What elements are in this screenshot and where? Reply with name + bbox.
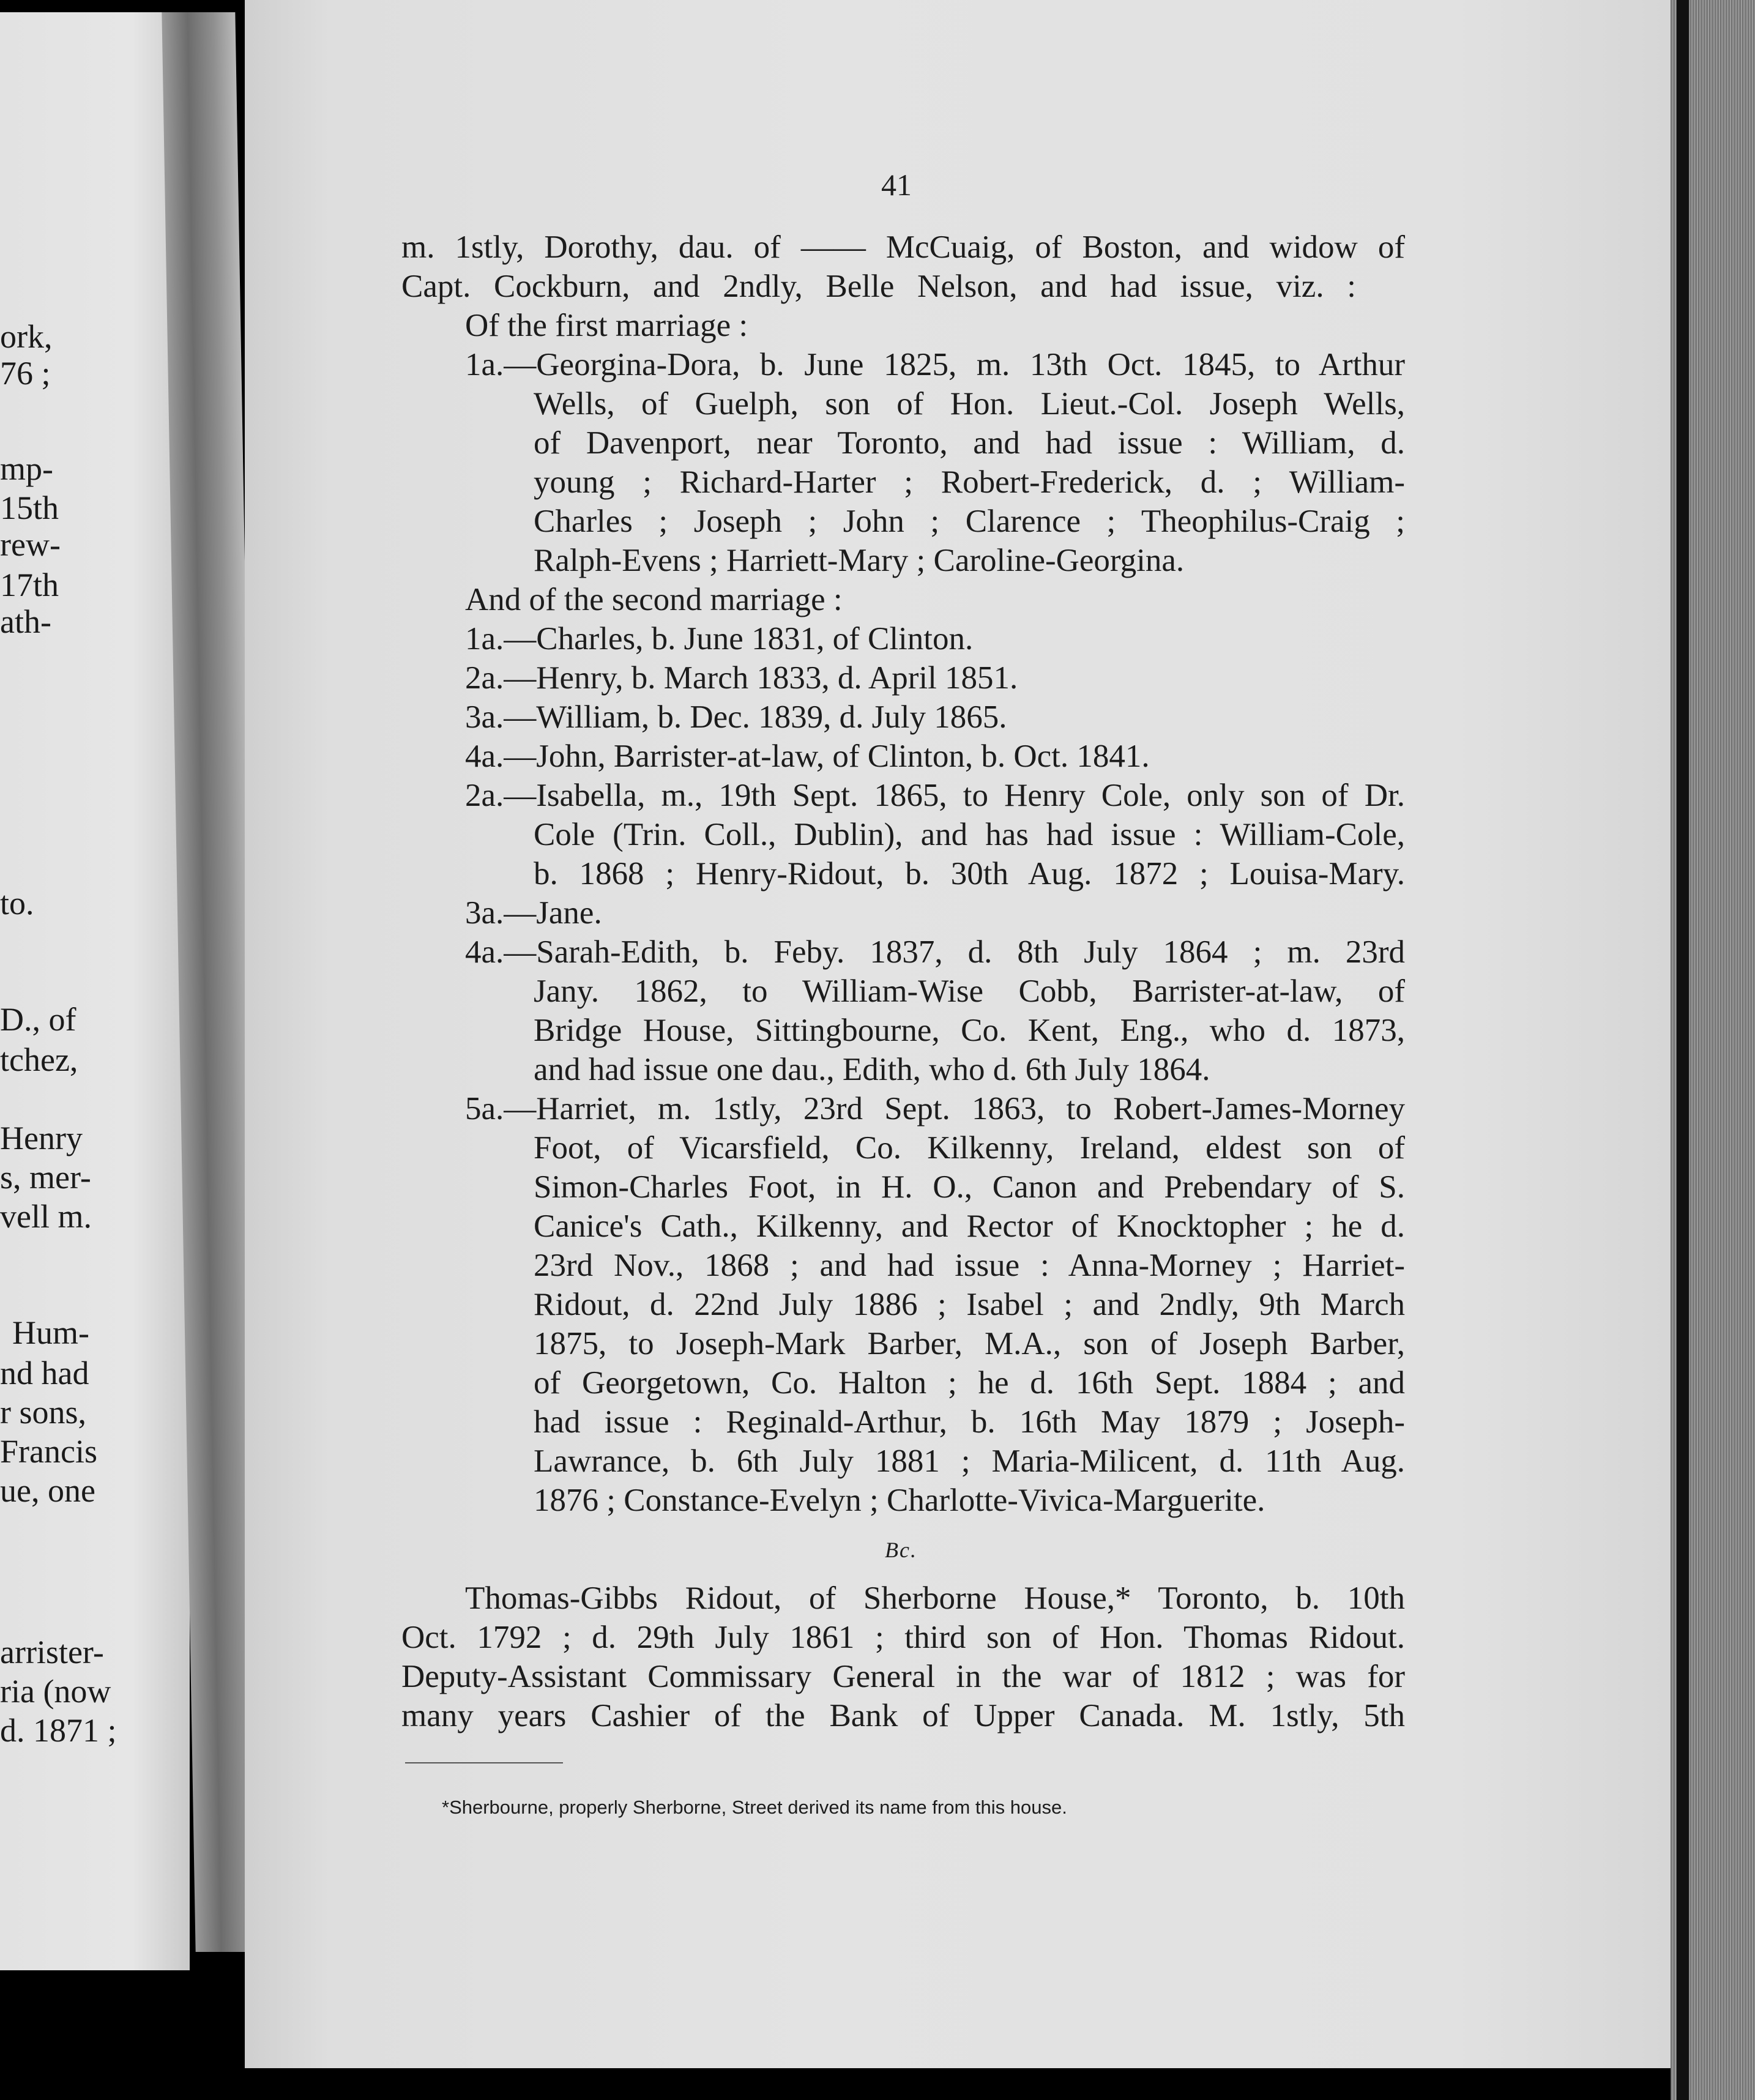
text-line: 23rd Nov., 1868 ; and had issue : Anna-Morney ; Harriet- (534, 1248, 1405, 1283)
text-line: Thomas-Gibbs Ridout, of Sherborne House,* Toronto, b. 10th (465, 1581, 1405, 1616)
text-line: m. 1stly, Dorothy, dau. of —— McCuaig, of Boston, and widow of (401, 229, 1405, 265)
left-fragment: ath- (0, 603, 51, 640)
text-line: 1875, to Joseph-Mark Barber, M.A., son of Joseph Barber, (534, 1326, 1405, 1361)
text-line: Lawrance, b. 6th July 1881 ; Maria-Milicent, d. 11th Aug. (534, 1443, 1405, 1479)
list-item: 2a.—Isabella, m., 19th Sept. 1865, to Henry Cole, only son of Dr. (465, 778, 1405, 813)
text-line: And of the second marriage : (465, 582, 843, 617)
left-facing-page (0, 12, 190, 1970)
text-line: Ridout, d. 22nd July 1886 ; Isabel ; and 2ndly, 9th March (534, 1287, 1405, 1322)
left-fragment: s, mer- (0, 1159, 91, 1196)
page-number: 41 (881, 168, 912, 202)
list-item: 4a.—Sarah-Edith, b. Feby. 1837, d. 8th July 1864 ; m. 23rd (465, 934, 1405, 970)
list-item: 1a.—Charles, b. June 1831, of Clinton. (465, 621, 974, 657)
list-item: 1a.—Georgina-Dora, b. June 1825, m. 13th Oct. 1845, to Arthur (465, 347, 1405, 382)
binding-shadow (1677, 0, 1689, 2100)
list-item: 5a.—Harriet, m. 1stly, 23rd Sept. 1863, to Robert-James-Morney (465, 1091, 1405, 1126)
left-fragment: tchez, (0, 1041, 78, 1078)
left-fragment: r sons, (0, 1394, 87, 1431)
text-line: Charles ; Joseph ; John ; Clarence ; Theophilus-Craig ; (534, 504, 1405, 539)
left-fragment: 15th (0, 490, 59, 526)
text-line: of Davenport, near Toronto, and had issue : William, d. (534, 425, 1405, 461)
text-line: and had issue one dau., Edith, who d. 6th July 1864. (534, 1052, 1210, 1087)
left-fragment: 17th (0, 567, 59, 603)
left-fragment: 76 ; (0, 355, 51, 392)
text-line: Canice's Cath., Kilkenny, and Rector of Knocktopher ; he d. (534, 1208, 1405, 1244)
text-line: Oct. 1792 ; d. 29th July 1861 ; third son of Hon. Thomas Ridout. (401, 1620, 1405, 1655)
text-line: b. 1868 ; Henry-Ridout, b. 30th Aug. 1872 ; Louisa-Mary. (534, 856, 1405, 892)
text-line: of Georgetown, Co. Halton ; he d. 16th Sept. 1884 ; and (534, 1365, 1405, 1401)
left-fragment: ork, (0, 318, 53, 355)
text-line: 1876 ; Constance-Evelyn ; Charlotte-Vivica-Marguerite. (534, 1483, 1265, 1518)
left-fragment: mp- (0, 450, 53, 487)
left-fragment: ue, one (0, 1472, 95, 1509)
text-line: Of the first marriage : (465, 308, 748, 343)
section-mark: Bc. (885, 1538, 917, 1562)
left-fragment: rew- (0, 526, 61, 563)
text-line: Foot, of Vicarsfield, Co. Kilkenny, Ireland, eldest son of (534, 1130, 1405, 1166)
left-fragment: ria (now (0, 1673, 111, 1710)
text-line: Ralph-Evens ; Harriett-Mary ; Caroline-Georgina. (534, 543, 1185, 578)
text-line: had issue : Reginald-Arthur, b. 16th May 1879 ; Joseph- (534, 1404, 1405, 1440)
left-fragment: nd had (0, 1355, 89, 1391)
text-line: Deputy-Assistant Commissary General in the war of 1812 ; was for (401, 1659, 1405, 1694)
text-line: Cole (Trin. Coll., Dublin), and has had issue : William-Cole, (534, 817, 1405, 852)
list-item: 3a.—Jane. (465, 895, 602, 931)
text-line: many years Cashier of the Bank of Upper Canada. M. 1stly, 5th (401, 1698, 1405, 1733)
text-line: young ; Richard-Harter ; Robert-Frederick, d. ; William- (534, 464, 1405, 500)
footnote-rule (405, 1762, 563, 1763)
left-fragment: d. 1871 ; (0, 1712, 117, 1749)
left-fragment: Francis (0, 1433, 97, 1470)
left-fragment: D., of (0, 1001, 76, 1038)
text-line: Bridge House, Sittingbourne, Co. Kent, Eng., who d. 1873, (534, 1013, 1405, 1048)
list-item: 3a.—William, b. Dec. 1839, d. July 1865. (465, 699, 1007, 735)
left-fragment: arrister- (0, 1634, 104, 1670)
left-fragment: to. (0, 885, 34, 922)
left-fragment: vell m. (0, 1198, 92, 1235)
text-line: Simon-Charles Foot, in H. O., Canon and Prebendary of S. (534, 1169, 1405, 1205)
footnote: *Sherbourne, properly Sherborne, Street derived its name from this house. (442, 1797, 1067, 1818)
left-fragment: Hum- (12, 1314, 89, 1351)
left-fragment: Henry (0, 1120, 83, 1156)
text-line: Capt. Cockburn, and 2ndly, Belle Nelson, and had issue, viz. : (401, 269, 1356, 304)
list-item: 2a.—Henry, b. March 1833, d. April 1851. (465, 660, 1018, 696)
list-item: 4a.—John, Barrister-at-law, of Clinton, b. Oct. 1841. (465, 739, 1150, 774)
text-line: Jany. 1862, to William-Wise Cobb, Barrister-at-law, of (534, 974, 1405, 1009)
text-line: Wells, of Guelph, son of Hon. Lieut.-Col. Joseph Wells, (534, 386, 1405, 422)
